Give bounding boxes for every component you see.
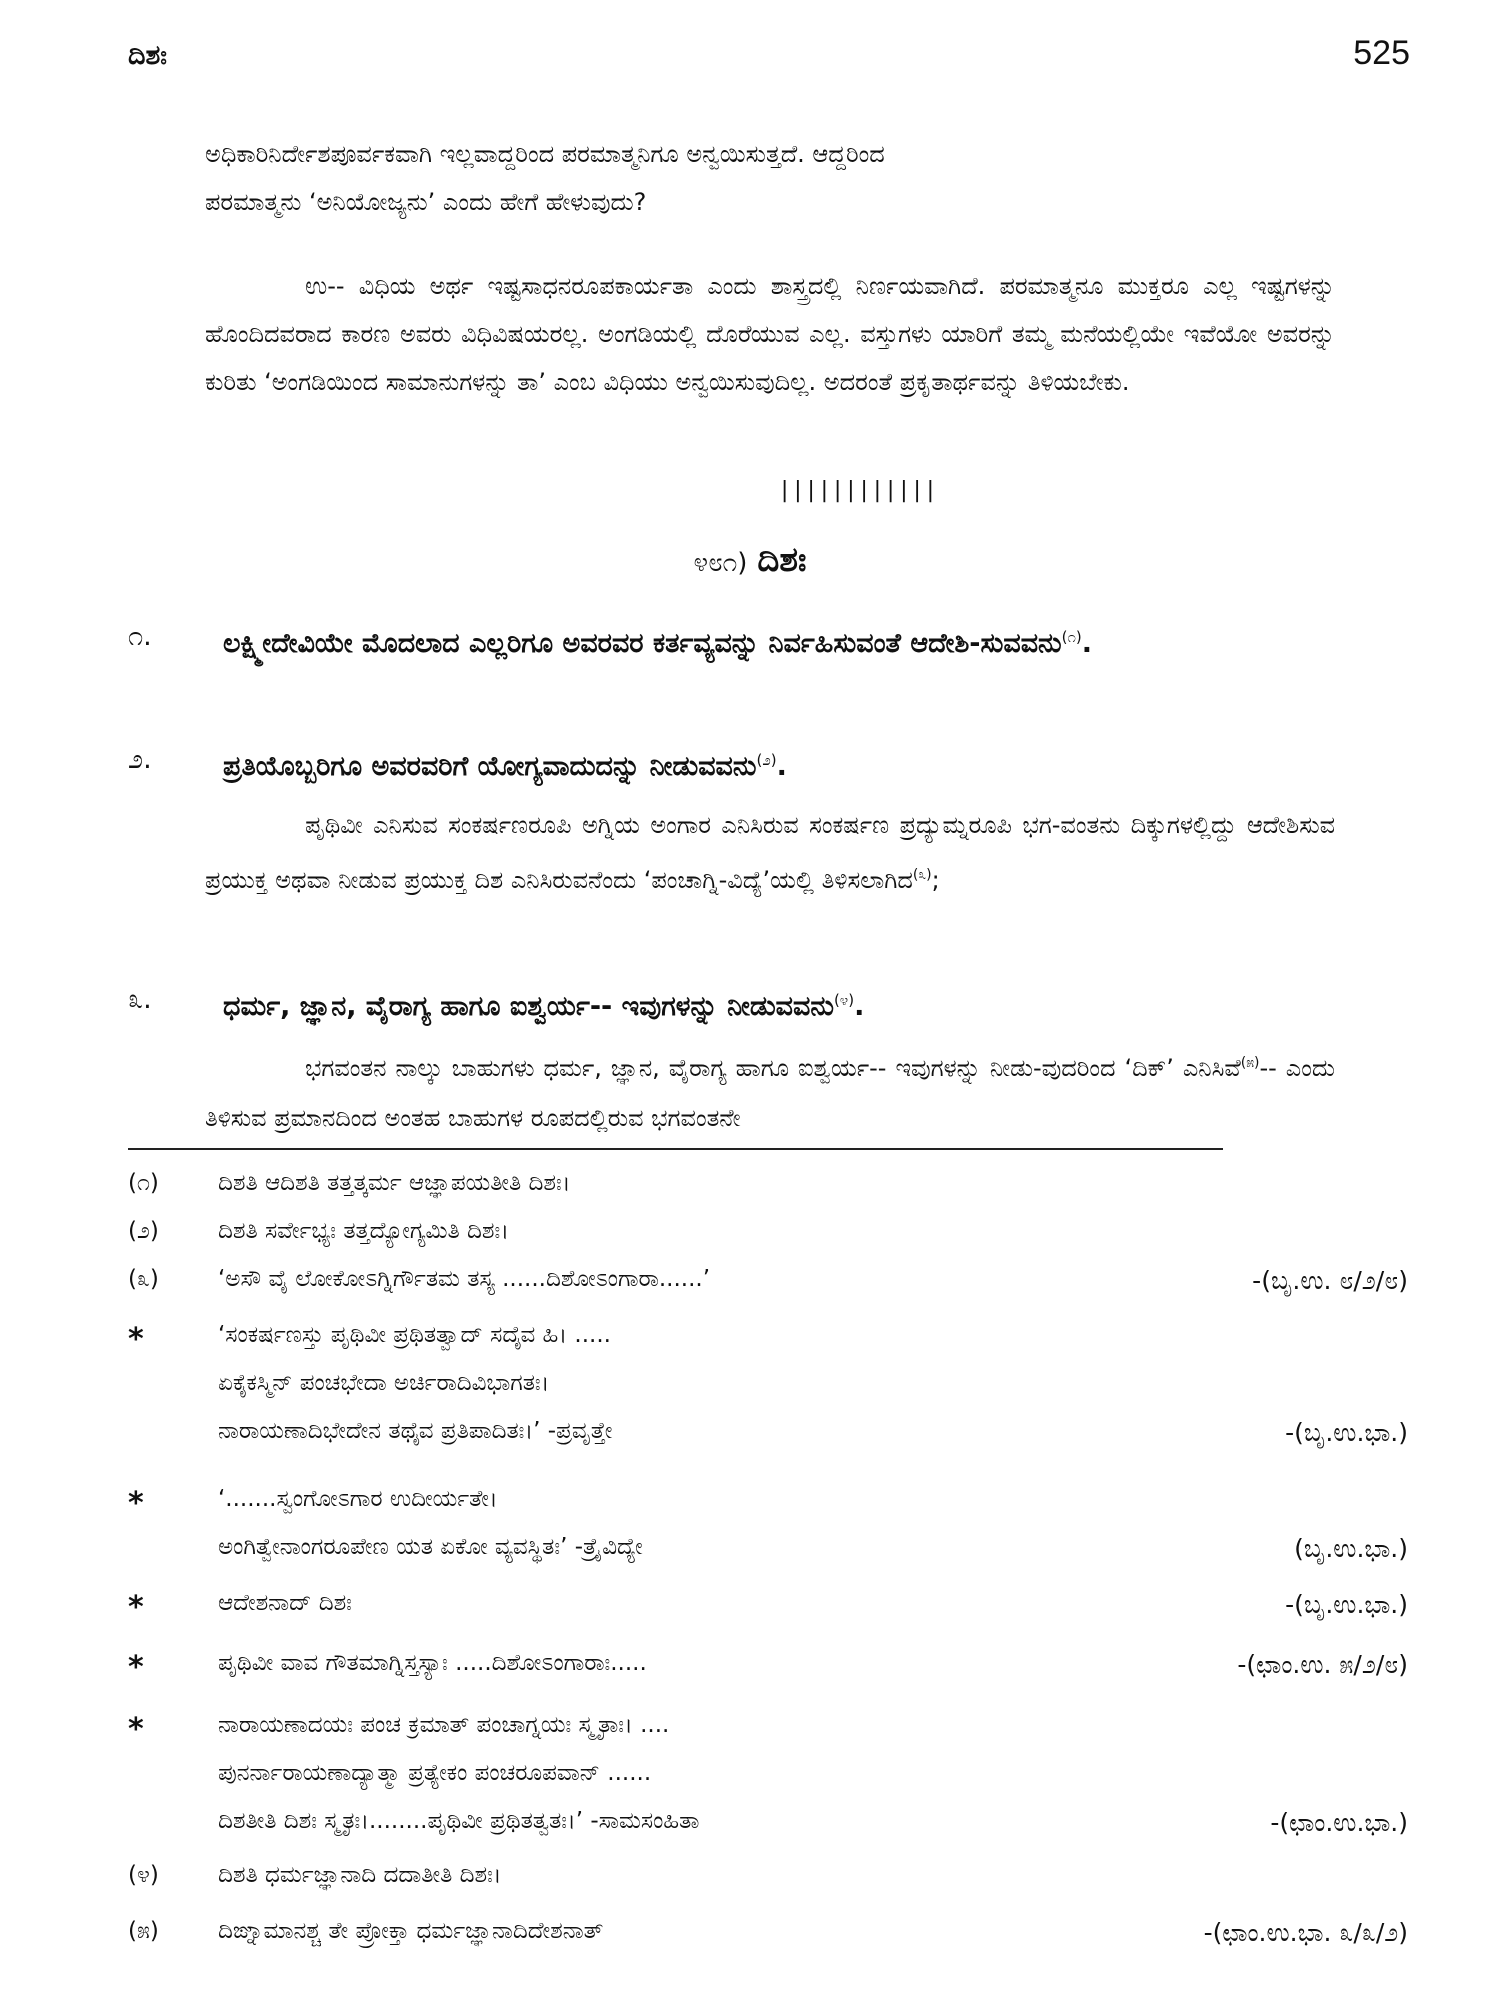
- footnote-marker: (೫): [128, 1918, 159, 1944]
- footnote-line: ದಿಙ್ನಾಮಾನಶ್ಚ ತೇ ಪ್ರೋಕ್ತಾ ಧರ್ಮಜ್ಞಾನಾದಿದೇಶನಾತ್: [218, 1918, 604, 1944]
- explanation-tail: ;: [931, 866, 940, 894]
- footnote-ref: (೧): [1061, 628, 1082, 646]
- footnote-marker: *: [128, 1322, 144, 1357]
- point-text: ಧರ್ಮ, ಜ್ಞಾನ, ವೈರಾಗ್ಯ ಹಾಗೂ ಐಶ್ವರ್ಯ-- ಇವುಗಳನ್ನು ನೀಡುವವನು: [223, 991, 834, 1022]
- section-title: ದಿಶಃ: [757, 540, 807, 580]
- footnote-line: ಏಕೈಕಸ್ಮಿನ್ ಪಂಚಭೇದಾ ಅರ್ಚಿರಾದಿವಿಭಾಗತಃ।: [218, 1370, 550, 1396]
- page-number: 525: [1353, 34, 1410, 72]
- section-ornament: ||||||||||||: [778, 478, 937, 503]
- section-number: ೪೮೧): [693, 548, 748, 578]
- footnote-marker: *: [128, 1486, 144, 1521]
- footnote-line: ದಿಶತಿ ಆದಿಶತಿ ತತ್ತತ್ಕರ್ಮ ಆಜ್ಞಾಪಯತೀತಿ ದಿಶಃ।: [218, 1170, 571, 1196]
- footnote-source: -(ಛಾಂ.ಉ. ೫/೨/೮): [1237, 1650, 1408, 1679]
- footnote-line: ದಿಶತಿ ಧರ್ಮಜ್ಞಾನಾದಿ ದದಾತೀತಿ ದಿಶಃ।: [218, 1862, 502, 1888]
- footnote-line: ಆದೇಶನಾದ್ ದಿಶಃ: [218, 1590, 352, 1616]
- footnote-marker: *: [128, 1650, 144, 1685]
- footnote-line: ದಿಶತಿ ಸರ್ವೇಭ್ಯಃ ತತ್ತದ್ಯೋಗ್ಯಮಿತಿ ದಿಶಃ।: [218, 1218, 509, 1244]
- footnote-source: -(ಛಾಂ.ಉ.ಭಾ.): [1270, 1808, 1408, 1837]
- footnote-source: -(ಬೃ.ಉ. ೮/೨/೮): [1252, 1266, 1408, 1295]
- point-number: ೧.: [128, 621, 152, 652]
- footnote-marker: (೩): [128, 1266, 159, 1292]
- footnote-line: ದಿಶತೀತಿ ದಿಶಃ ಸ್ಮೃತಃ।........ಪೃಥಿವೀ ಪ್ರಥಿತತ್ವತಃ।’ -ಸಾಮಸಂಹಿತಾ: [218, 1808, 700, 1834]
- answer-paragraph: ಉ-- ವಿಧಿಯ ಅರ್ಥ ಇಷ್ಟಸಾಧನರೂಪಕಾರ್ಯತಾ ಎಂದು ಶಾಸ್ತ್ರದಲ್ಲಿ ನಿರ್ಣಯವಾಗಿದೆ. ಪರಮಾತ್ಮನೂ ಮುಕ್ತರೂ ಎಲ್ಲ ಇಷ್ಟಗಳನ್ನು ಹೊಂದಿದವರಾದ ಕಾರಣ ಅವರು ವಿಧಿವಿಷಯರಲ್ಲ. ಅಂಗಡಿಯಲ್ಲಿ ದೊರೆಯುವ ಎಲ್ಲ. ವಸ್ತುಗಳು ಯಾರಿಗೆ ತಮ್ಮ ಮನೆಯಲ್ಲಿಯೇ ಇವೆಯೋ ಅವರನ್ನು ಕುರಿತು ‘ಅಂಗಡಿಯಿಂದ ಸಾಮಾನುಗಳನ್ನು ತಾ’ ಎಂಬ ವಿಧಿಯು ಅನ್ವಯಿಸುವುದಿಲ್ಲ. ಅದರಂತೆ ಪ್ರಕೃತಾರ್ಥವನ್ನು ತಿಳಿಯಬೇಕು.: [205, 272, 1335, 396]
- footnote-line: ನಾರಾಯಣಾದಿಭೇದೇನ ತಥೈವ ಪ್ರತಿಪಾದಿತಃ।’ -ಪ್ರವೃತ್ತೇ: [218, 1418, 613, 1444]
- meaning-point: ೨. ಪ್ರತಿಯೊಬ್ಬರಿಗೂ ಅವರವರಿಗೆ ಯೋಗ್ಯವಾದುದನ್ನು ನೀಡುವವನು$^{(೨)}$.: [128, 735, 1338, 792]
- footnote-ref: (೩): [912, 867, 932, 883]
- footnote-source: -(ಛಾಂ.ಉ.ಭಾ. ೩/೩/೨): [1203, 1918, 1408, 1947]
- footnote-line: ಅಂಗಿತ್ವೇನಾಂಗರೂಪೇಣ ಯತ ಏಕೋ ವ್ಯವಸ್ಥಿತಃ’ -ತ್ರೈವಿದ್ಯೇ: [218, 1534, 643, 1560]
- explanation-text: -- ಎಂದು ತಿಳಿಸುವ ಪ್ರಮಾನದಿಂದ ಅಂತಹ ಬಾಹುಗಳ ರೂಪದಲ್ಲಿರುವ ಭಗವಂತನೇ: [205, 1054, 1335, 1132]
- footnote-marker: *: [128, 1712, 144, 1747]
- footnote-divider: [128, 1148, 1223, 1150]
- footnote-line: ‘ಸಂಕರ್ಷಣಸ್ತು ಪೃಥಿವೀ ಪ್ರಥಿತತ್ವಾದ್ ಸದೈವ ಹಿ। .....: [218, 1322, 611, 1348]
- footnote-line: ಪುನರ್ನಾರಾಯಣಾದ್ಯಾತ್ಮಾ ಪ್ರತ್ಯೇಕಂ ಪಂಚರೂಪವಾನ್ ......: [218, 1760, 652, 1786]
- footnote-marker: (೨): [128, 1218, 159, 1244]
- footnote-source: -(ಬೃ.ಉ.ಭಾ.): [1285, 1418, 1408, 1447]
- footnote-marker: *: [128, 1590, 144, 1625]
- explanation-text: ಪೃಥಿವೀ ಎನಿಸುವ ಸಂಕರ್ಷಣರೂಪಿ ಅಗ್ನಿಯ ಅಂಗಾರ ಎನಿಸಿರುವ ಸಂಕರ್ಷಣ ಪ್ರದ್ಯುಮ್ನರೂಪಿ ಭಗ-ವಂತನು ದಿಕ್ಕುಗಳಲ್ಲಿದ್ದು ಆದೇಶಿಸುವ ಪ್ರಯುಕ್ತ ಅಥವಾ ನೀಡುವ ಪ್ರಯುಕ್ತ ದಿಶ ಎನಿಸಿರುವನೆಂದು ‘ಪಂಚಾಗ್ನಿ-ವಿದ್ಯೆ’ಯಲ್ಲಿ ತಿಳಿಸಲಾಗಿದ: [205, 811, 1335, 894]
- point-text: ಪ್ರತಿಯೊಬ್ಬರಿಗೂ ಅವರವರಿಗೆ ಯೋಗ್ಯವಾದುದನ್ನು ನೀಡುವವನು: [223, 751, 757, 782]
- footnote-line: ‘ಅಸೌ ವೈ ಲೋಕೋಽಗ್ನಿರ್ಗೌತಮ ತಸ್ಯ ......ದಿಶೋಽಂಗಾರಾ......’: [218, 1266, 711, 1292]
- header-title: ದಿಶಃ: [128, 40, 167, 71]
- footnote-source: (ಬೃ.ಉ.ಭಾ.): [1294, 1534, 1408, 1563]
- footnote-marker: (೪): [128, 1862, 159, 1888]
- intro-line: ಪರಮಾತ್ಮನು ‘ಅನಿಯೋಜ್ಯನು’ ಎಂದು ಹೇಗೆ ಹೇಳುವುದು?: [205, 188, 647, 216]
- footnote-source: -(ಬೃ.ಉ.ಭಾ.): [1285, 1590, 1408, 1619]
- section-heading: [0, 540, 1500, 580]
- explanation-paragraph: [205, 800, 1335, 905]
- intro-paragraph: [205, 130, 1335, 226]
- footnote-line: ಪೃಥಿವೀ ವಾವ ಗೌತಮಾಗ್ನಿಸ್ತಸ್ಯಾಃ .....ದಿಶೋಽಂಗಾರಾಃ.....: [218, 1650, 647, 1676]
- footnote-marker: (೧): [128, 1170, 159, 1196]
- explanation-paragraph: [205, 1038, 1335, 1143]
- point-number: ೨.: [128, 744, 152, 775]
- point-number: ೩.: [128, 984, 152, 1015]
- point-text: ಲಕ್ಷ್ಮೀದೇವಿಯೇ ಮೊದಲಾದ ಎಲ್ಲರಿಗೂ ಅವರವರ ಕರ್ತವ್ಯವನ್ನು ನಿರ್ವಹಿಸುವಂತೆ ಆದೇಶಿ-ಸುವವನು: [223, 628, 1062, 659]
- meaning-point: ೩. ಧರ್ಮ, ಜ್ಞಾನ, ವೈರಾಗ್ಯ ಹಾಗೂ ಐಶ್ವರ್ಯ-- ಇವುಗಳನ್ನು ನೀಡುವವನು$^{(೪)}$.: [128, 975, 1338, 1032]
- running-header: [128, 34, 1410, 90]
- footnote-ref: (೫): [1240, 1055, 1260, 1071]
- footnote-line: ‘.......ಸ್ವಂಗೋಽಗಾರ ಉದೀರ್ಯತೇ।: [218, 1486, 498, 1512]
- footnote-ref: (೪): [833, 991, 855, 1009]
- footnote-ref: (೨): [756, 751, 777, 769]
- meaning-point: ೧. ಲಕ್ಷ್ಮೀದೇವಿಯೇ ಮೊದಲಾದ ಎಲ್ಲರಿಗೂ ಅವರವರ ಕರ್ತವ್ಯವನ್ನು ನಿರ್ವಹಿಸುವಂತೆ ಆದೇಶಿ-ಸುವವನು$^{(೧)}$.: [128, 612, 1338, 669]
- intro-line: ಅಧಿಕಾರಿನಿರ್ದೇಶಪೂರ್ವಕವಾಗಿ ಇಲ್ಲವಾದ್ದರಿಂದ ಪರಮಾತ್ಮನಿಗೂ ಅನ್ವಯಿಸುತ್ತದೆ. ಆದ್ದರಿಂದ: [205, 140, 885, 168]
- explanation-text: ಭಗವಂತನ ನಾಲ್ಕು ಬಾಹುಗಳು ಧರ್ಮ, ಜ್ಞಾನ, ವೈರಾಗ್ಯ ಹಾಗೂ ಐಶ್ವರ್ಯ-- ಇವುಗಳನ್ನು ನೀಡು-ವುದರಿಂದ ‘ದಿಕ್’ ಎನಿಸಿವೆ: [305, 1054, 1241, 1082]
- footnote-line: ನಾರಾಯಣಾದಯಃ ಪಂಚ ಕ್ರಮಾತ್ ಪಂಚಾಗ್ನಯಃ ಸ್ಮೃತಾಃ। ....: [218, 1712, 670, 1738]
